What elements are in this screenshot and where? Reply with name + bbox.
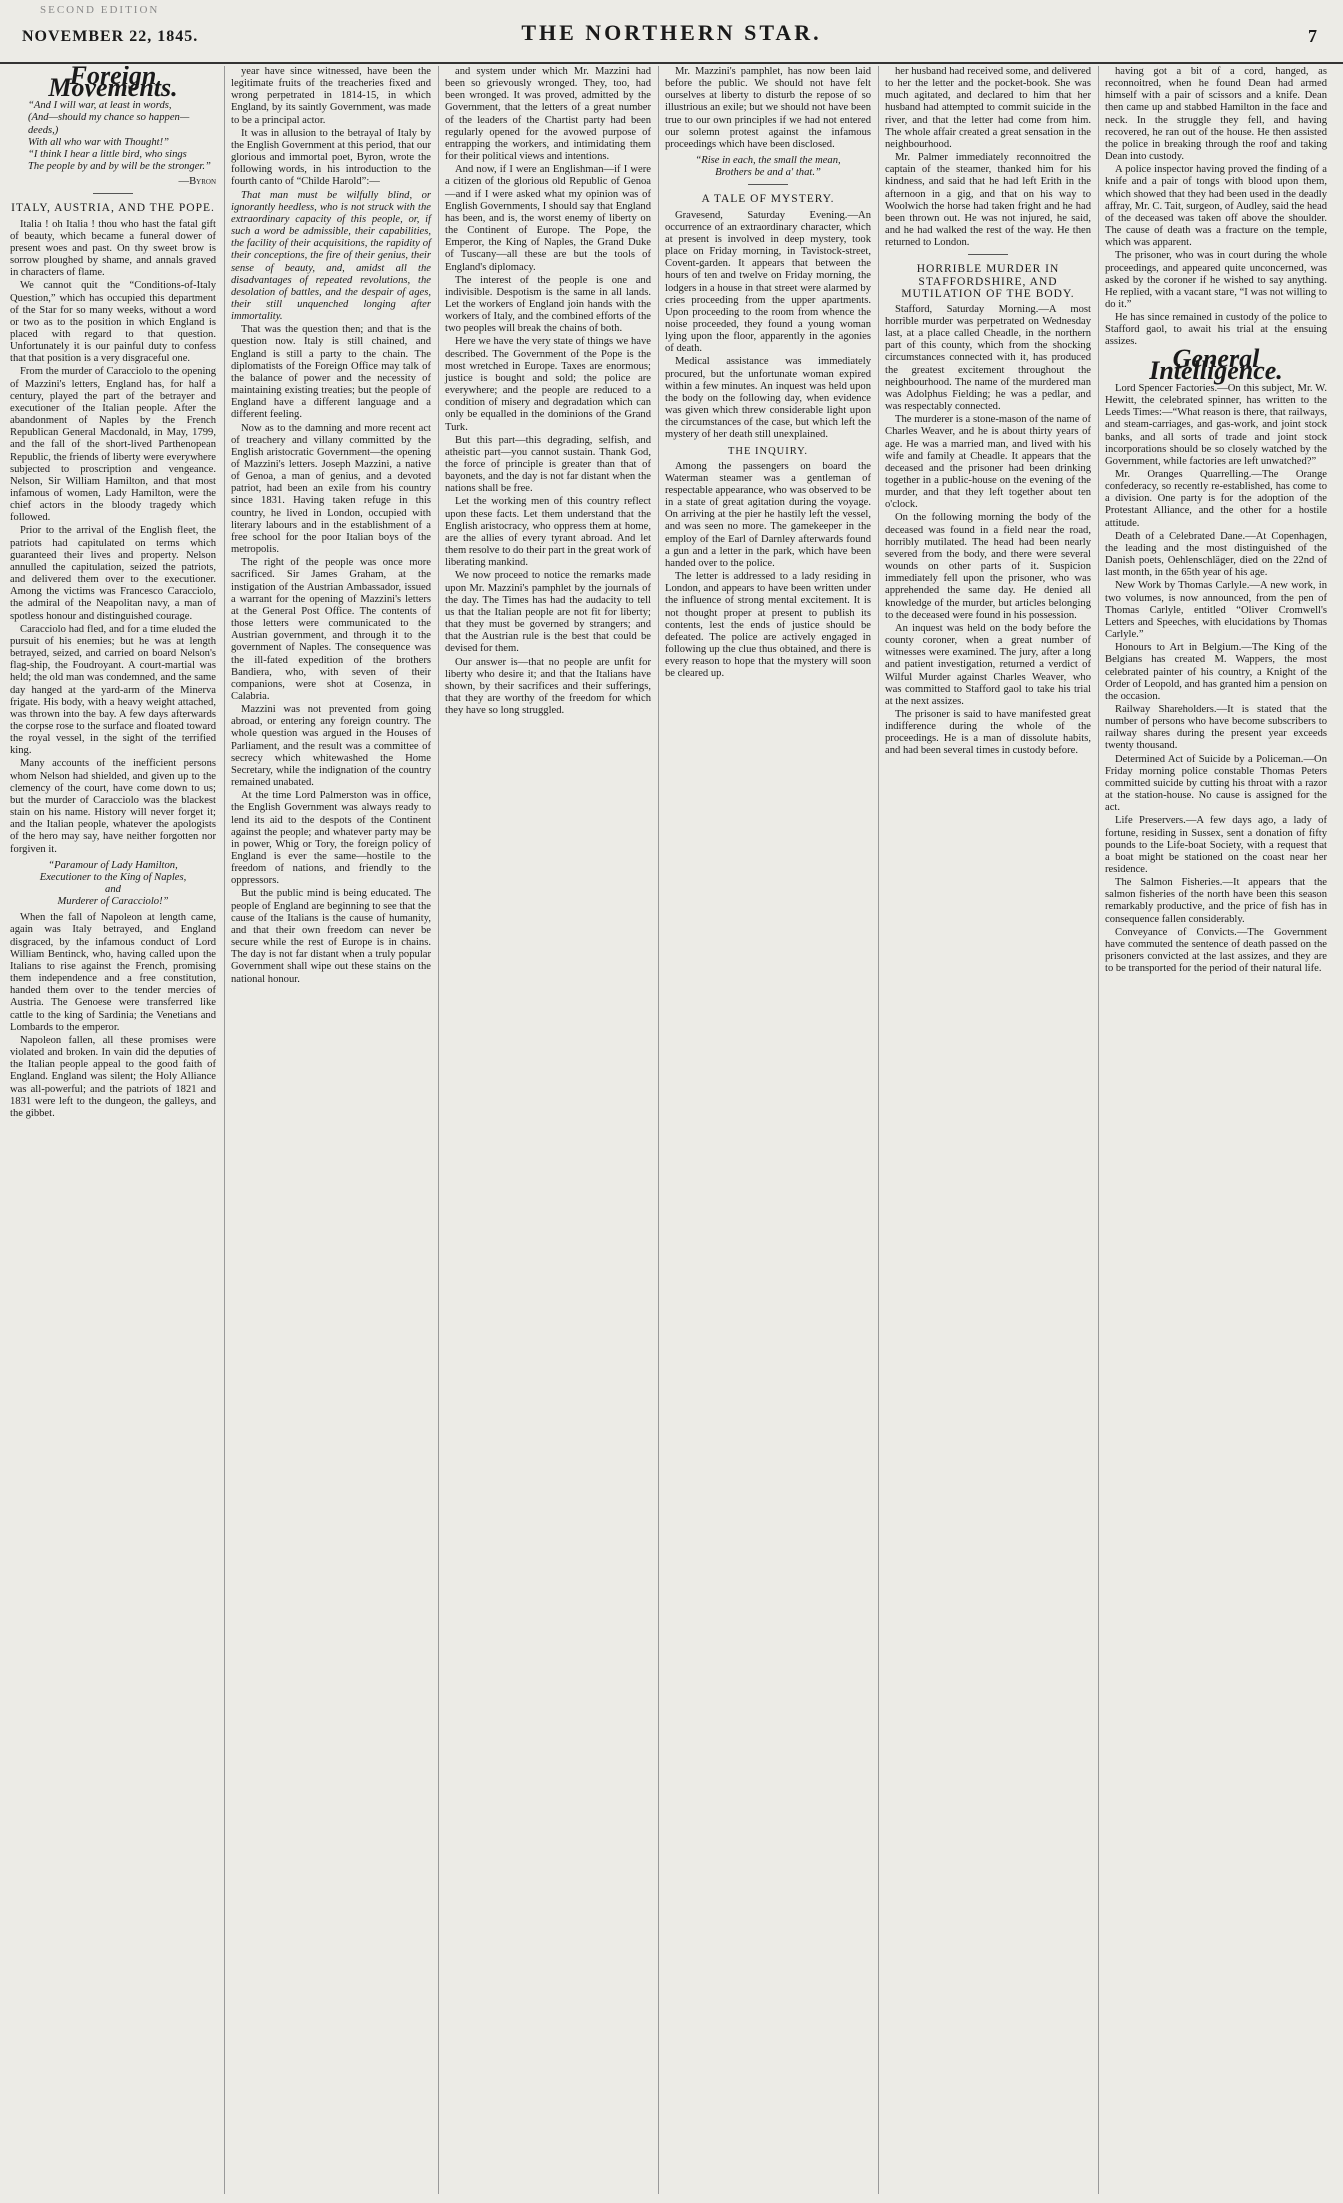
news-item: Honours to Art in Belgium.—The King of the Belgians has created M. Wappers, the most celebrated painter of his country, a Knight of the Order of Leopold, and has granted him a pension on the occasion. — [1105, 642, 1327, 702]
article-paragraph: Among the passengers on board the Waterman steamer was a gentleman of respectable appearance, who was observed to be in a state of great agitation during the voyage. On arriving at the pier he hastily left the vessel, and was seen no more. The gamekeeper in the employ of the Earl of Darnley afterwards found a gun and a letter in the park, which have been handed over to the police. — [665, 460, 871, 569]
article-paragraph: On the following morning the body of the deceased was found in a field near the road, horribly mutilated. The head had been nearly severed from the body, and there were several wounds on other parts of it. Suspicion immediately fell upon the prisoner, who was apprehended the same day. He denied all knowledge of the murder, but articles belonging to the deceased were found in his possession. — [885, 512, 1091, 621]
article-paragraph: Prior to the arrival of the English fleet, the patriots had capitulated on terms which guaranteed their lives and property. Nelson annulled the capitulation, seized the patriots, and delivered them over to the executioner. Among the victims was Francesco Caracciolo, the admiral of the Neapolitan navy, a man of spotless honour and distinguished courage. — [10, 525, 216, 622]
section-heading-general-intelligence: General Intelligence. — [1149, 343, 1283, 385]
news-item: Railway Shareholders.—It is stated that the number of persons who have become subscribers to railway shares during the present year exceeds twenty thousand. — [1105, 703, 1327, 752]
divider — [93, 193, 133, 194]
article-paragraph: Napoleon fallen, all these promises were violated and broken. In vain did the deputies of the Italian people appeal to the good faith of England. England was silent; the Holy Alliance was all-powerful; and the patriots of 1821 and 1831 were left to the dungeon, the galleys, and the gibbet. — [10, 1034, 216, 1119]
article-paragraph: having got a bit of a cord, hanged, as reconnoitred, when he found Dean had armed himself with a pair of scissors and a knife. Dean then came up and stabbed Hamilton in the face and neck. In the struggle they fell, and having recovered, he ran out of the house. He then assisted the police in breaking through the roof and taking Dean into custody. — [1105, 66, 1327, 163]
article-paragraph: Mazzini was not prevented from going abroad, or entering any foreign country. The whole question was argued in the Houses of Parliament, and the result was a committee of secrecy which whitewashed the Home Secretary, while the indignation of the country remained unabated. — [231, 704, 431, 789]
news-item: The Salmon Fisheries.—It appears that the salmon fisheries of the north have been this season remarkably productive, and the price of fish has in consequence fallen considerably. — [1105, 877, 1327, 925]
article-paragraph: We cannot quit the “Conditions-of-Italy Question,” which has occupied this department of the Star for so many weeks, without a word or two as to the position in which England is placed with regard to that question. Unfortunately it is our painful duty to confess that that position is a very disgraceful one. — [10, 280, 216, 365]
masthead — [0, 0, 1343, 64]
article-paragraph: A police inspector having proved the finding of a knife and a pair of tongs with blood upon them, which showed that they had been used in the deadly affray, Mr. C. Tait, surgeon, of Audley, said the head of the deceased was taken off above the shoulder. The cause of death was a fracture on the temple, which was apparent. — [1105, 164, 1327, 249]
article-paragraph: The interest of the people is one and indivisible. Despotism is the same in all lands. Let the workers of England join hands with the workers of Italy, and the combined efforts of the two peoples will break the chains of both. — [445, 274, 651, 335]
article-paragraph: At the time Lord Palmerston was in office, the English Government was always ready to lend its aid to the despots of the Continent against the people; and whatever party may be in power, Whig or Tory, the foreign policy of England is ever the same—hostile to the freedom of nations, and friendly to the oppressors. — [231, 790, 431, 887]
column-2 — [224, 66, 437, 2194]
article-paragraph: The prisoner is said to have manifested great indifference during the whole of the proceedings. He is a man of dissolute habits, and had been several times in custody before. — [885, 708, 1091, 757]
epigraph-attribution: —Byron — [178, 176, 216, 188]
news-item: Conveyance of Convicts.—The Government have commuted the sentence of death passed on the prisoners convicted at the last assizes, and they are to be transported for the period of their natural life. — [1105, 926, 1327, 975]
article-paragraph: Gravesend, Saturday Evening.—An occurrence of an extraordinary character, which at present is involved in deep mystery, took place on Friday morning, in Tavistock-street, Covent-garden. It appears that between the hours of ten and twelve on Friday morning, the lodgers in a house in that street were alarmed by cries proceeding from the upper apartments. Upon proceeding to the room from whence the noise proceeded, they found a young woman lying upon the floor, apparently in the agonies of death. — [665, 209, 871, 355]
article-paragraph: But the public mind is being educated. The people of England are beginning to see that the cause of the Italians is the cause of humanity, and that their own freedom can never be secure while the rest of Europe is in chains. The day is not far distant when a truly popular Government shall wipe out these stains on the national honour. — [231, 888, 431, 985]
column-6 — [1098, 66, 1327, 2194]
article-paragraph: It was in allusion to the betrayal of Italy by the English Government at this period, that our glorious and immortal poet, Byron, wrote the following words, in his introduction to the fourth canto of “Childe Harold”:— — [231, 127, 431, 188]
subheading-inquiry: THE INQUIRY. — [727, 445, 809, 457]
news-item: Death of a Celebrated Dane.—At Copenhagen, the leading and the most distinguished of the Danish poets, Oehlenschläger, died on the 22nd of last month, in the 65th year of his age. — [1105, 530, 1327, 579]
article-title-staffordshire-murder: HORRIBLE MURDER IN STAFFORDSHIRE, AND MUTILATION OF THE BODY. — [901, 263, 1075, 300]
column-1 — [10, 66, 222, 2194]
article-paragraph: Mr. Palmer immediately reconnoitred the captain of the steamer, thanked him for his kindness, and said that he had left Erith in the afternoon in a gig, and that on his way to Woolwich the horse had taken fright and he had been thrown out. He was not injured, he said, and he had walked the rest of the way. He then returned to London. — [885, 152, 1091, 249]
article-paragraph: Let the working men of this country reflect upon these facts. Let them understand that the English aristocracy, who oppress them at home, are the allies of every tyrant abroad. And let them resolve to do their part in the great work of liberating mankind. — [445, 496, 651, 569]
article-paragraph: When the fall of Napoleon at length came, again was Italy betrayed, and England disgraced, by the infamous conduct of Lord William Bentinck, who, having called upon the Italians to rise against the French, promising them independence and a free constitution, handed them over to the tender mercies of Austria. The Genoese were transferred like cattle to the king of Sardinia; the Venetians and Lombards to the emperor. — [10, 912, 216, 1033]
article-paragraph: Here we have the very state of things we have described. The Government of the Pope is the most wretched in Europe. Taxes are enormous; justice is bought and sold; the police are everywhere; and the people are reduced to a condition of misery and degradation which can only be equalled in the dominions of the Grand Turk. — [445, 336, 651, 433]
article-paragraph: That was the question then; and that is the question now. Italy is still chained, and England is still a party to the chain. The diplomatists of the Foreign Office may talk of the balance of power and the necessity of maintaining existing treaties; but the people of England have a different language and a different feeling. — [231, 324, 431, 421]
article-paragraph: Mr. Mazzini's pamphlet, has now been laid before the public. We should not have felt ourselves at liberty to disturb the repose of so illustrious an exile; but we should not have been true to our own principles if we had not entered our solemn protest against the infamous proceedings which have been disclosed. — [665, 66, 871, 150]
article-paragraph: From the murder of Caracciolo to the opening of Mazzini's letters, England has, for half a century, played the part of the betrayer and executioner of the Italian people. After the abandonment of Naples by the French Republican General Macdonald, in May, 1799, and the fall of the short-lived Parthenopean Republic, the friends of liberty were everywhere subjected to proscription and vengeance. Nelson, Sir William Hamilton, and that most infamous of women, Lady Hamilton, were the chief actors in the bloody tragedy which followed. — [10, 366, 216, 524]
masthead-faint-stamp: SECOND EDITION — [40, 4, 160, 16]
section-heading-foreign-movements: Foreign Movements. — [48, 66, 178, 103]
inscription-verse: “Paramour of Lady Hamilton, Executioner to the King of Naples, and Murderer of Caracciolo!” — [39, 859, 187, 908]
article-paragraph: and system under which Mr. Mazzini had been so grievously wronged. They, too, had been wronged. It was proved, admitted by the Government, that the letters of a great number of the leaders of the Chartist party had been regularly opened for the avowed purpose of entrapping the workers, and intimidating them for their political views and intentions. — [445, 66, 651, 163]
article-paragraph: year have since witnessed, have been the legitimate fruits of the treacheries fixed and wrong perpetrated in 1814-15, in which England, by its saintly Government, was made to be a principal actor. — [231, 66, 431, 126]
article-paragraph: Now as to the damning and more recent act of treachery and villany committed by the English aristocratic Government—the opening of Mazzini's letters. Joseph Mazzini, a native of Genoa, a man of genius, and a devoted patriot, had been an exile from his country since 1831. Having taken refuge in this country, he lived in London, occupied with literary labours and in the establishment of a free school for the poor Italian boys of the metropolis. — [231, 422, 431, 556]
article-paragraph: her husband had received some, and delivered to her the letter and the pocket-book. She was much agitated, and declared to him that her husband had attempted to commit suicide in the river, and that the letter had come from him. The whole affair created a great sensation in the neighbourhood. — [885, 66, 1091, 150]
newspaper-title: THE NORTHERN STAR. — [521, 20, 822, 45]
article-paragraph: The letter is addressed to a lady residing in London, and appears to have been written under the influence of strong mental excitement. It is not thought proper at present to publish its contents, lest the ends of justice should be defeated. The police are actively engaged in following up the clue thus obtained, and there is every reason to hope that the mystery will soon be cleared up. — [665, 571, 871, 680]
article-paragraph: The prisoner, who was in court during the whole proceedings, and appeared quite unconcerned, was asked by the coroner if he wished to say anything. He replied, with a vacant stare, “I was not willing to do it.” — [1105, 250, 1327, 310]
column-5 — [878, 66, 1097, 2194]
news-item: Determined Act of Suicide by a Policeman.—On Friday morning police constable Thomas Peters committed suicide by cutting his throat with a razor at the station-house. No cause is assigned for the act. — [1105, 753, 1327, 814]
article-paragraph: Our answer is—that no people are unfit for liberty who desire it; and that the Italians have shown, by their sacrifices and their sufferings, that they are worthy of the freedom for which they have so long struggled. — [445, 656, 651, 717]
verse-couplet: “Rise in each, the small the mean, Brothers be and a' that.” — [695, 155, 841, 179]
article-title-tale-of-mystery: A TALE OF MYSTERY. — [701, 193, 835, 206]
divider — [968, 254, 1008, 255]
epigraph-verse: “And I will war, at least in words, (And—should my chance so happen—deeds,) With all who war with Thought!” “I think I hear a little bird, who sings The people by and by will be the stronger.” — [28, 100, 211, 173]
article-paragraph: But this part—this degrading, selfish, and atheistic part—you cannot sustain. Thank God, the force of principle is greater than that of bayonets, and the day is not far distant when the nations shall be free. — [445, 434, 651, 495]
article-paragraph: He has since remained in custody of the police to Stafford gaol, to await his trial at the ensuing assizes. — [1105, 312, 1327, 348]
article-title-italy: ITALY, AUSTRIA, AND THE POPE. — [11, 202, 215, 215]
article-paragraph: We now proceed to notice the remarks made upon Mr. Mazzini's pamphlet by the journals of the day. The Times has had the audacity to tell us that the Italian people are not fit for liberty; that they must be governed by strangers; and that the Austrian rule is the best that could be devised for them. — [445, 570, 651, 655]
news-item: Mr. Oranges Quarrelling.—The Orange confederacy, so recently re-established, has come to a division. One party is for the adoption of the Protestant Alliance, and the other for a hostile attitude. — [1105, 469, 1327, 529]
news-item: New Work by Thomas Carlyle.—A new work, in two volumes, is now announced, from the pen of Thomas Carlyle, entitled “Oliver Cromwell's Letters and Speeches, with elucidations by Thomas Carlyle.” — [1105, 580, 1327, 641]
article-paragraph: Many accounts of the inefficient persons whom Nelson had shielded, and given up to the clemency of the court, have come down to us; but the murder of Caracciolo was the blackest stain on his name. History will never forget it; and the Italian people, whatever the apologists of the hero may say, have neither forgotten nor forgiven it. — [10, 758, 216, 855]
issue-date: NOVEMBER 22, 1845. — [22, 28, 199, 45]
article-paragraph: The murderer is a stone-mason of the name of Charles Weaver, and he is about thirty years of age. He was a married man, and lived with his wife and family at Cheadle. It appears that the deceased and the prisoner had been drinking together in a public-house on the evening of the murder, and that they left together about ten o'clock. — [885, 414, 1091, 511]
page-number: 7 — [1308, 26, 1317, 46]
article-paragraph: Stafford, Saturday Morning.—A most horrible murder was perpetrated on Wednesday last, at a place called Cheadle, in the northern part of this county, which from the shocking circumstances connected with it, has produced the greatest excitement throughout the neighbourhood. The name of the murdered man was Adolphus Fielding; he was a pedlar, and was respectably connected. — [885, 303, 1091, 413]
columns — [10, 66, 1333, 2194]
divider — [748, 184, 788, 185]
article-paragraph: Italia ! oh Italia ! thou who hast the fatal gift of beauty, which became a funeral dower of present woes and past. On thy sweet brow is sorrow ploughed by shame, and annals graved in characters of flame. — [10, 218, 216, 279]
article-paragraph: Medical assistance was immediately procured, but the unfortunate woman expired within a few minutes. An inquest was held upon the body on the following day, when evidence was given which threw considerable light upon the circumstances of the case, but which left the mystery of her death still unexplained. — [665, 356, 871, 441]
news-item: Life Preservers.—A few days ago, a lady of fortune, residing in Sussex, sent a donation of fifty pounds to the Life-boat Society, with a request that a boat might be stationed on the coast near her residence. — [1105, 815, 1327, 875]
news-item: Lord Spencer Factories.—On this subject, Mr. W. Hewitt, the celebrated spinner, has written to the Leeds Times:—“What reason is there, that railways, and steam-carriages, and gas-work, and joint stock banks, and all sorts of trade and joint stock incorporations should be so closely watched by the Government, while factories are left unwatched?” — [1105, 382, 1327, 467]
article-paragraph: The right of the people was once more sacrificed. Sir James Graham, at the instigation of the Austrian Ambassador, issued a warrant for the opening of Mazzini's letters at the General Post Office. The contents of those letters were communicated to the Austrian government, and through it to the government of Naples. The consequence was the ill-fated expedition of the brothers Bandiera, who, with seven of their companions, were shot at Cosenza, in Calabria. — [231, 557, 431, 702]
article-paragraph: An inquest was held on the body before the county coroner, when a great number of witnesses were examined. The jury, after a long and patient investigation, returned a verdict of Wilful Murder against Charles Weaver, who was committed to Stafford gaol to take his trial at the next assizes. — [885, 622, 1091, 707]
column-4 — [658, 66, 877, 2194]
article-paragraph: Caracciolo had fled, and for a time eluded the pursuit of his enemies; but he was at length betrayed, seized, and carried on board Nelson's flag-ship, the Foudroyant. A court-martial was held; the old man was condemned, and the same day hanged at the yard-arm of the Minerva frigate. His body, with a heavy weight attached, was thrown into the bay. A few days afterwards the corpse rose to the surface and floated toward the royal vessel, in the sight of the terrified king. — [10, 623, 216, 757]
article-paragraph: And now, if I were an Englishman—if I were a citizen of the glorious old Republic of Genoa—and if I were asked what my opinion was of English Governments, I should say that England has been, and is, the worst enemy of liberty on the Continent of Europe. The Pope, the Emperor, the King of Naples, the Grand Duke of Tuscany—all these are but the tools of England's diplomacy. — [445, 164, 651, 273]
block-quote: That man must be wilfully blind, or ignorantly heedless, who is not struck with the extraordinary capacity of this people, or, if such a word be admissible, their capabilities, the facility of their acquisitions, the rapidity of their conceptions, the fire of their genius, their sense of beauty, and, amidst all the disadvantages of repeated revolutions, the desolation of battles, and the despair of ages, their still unquenched longing after immortality. — [231, 189, 431, 323]
column-3 — [438, 66, 657, 2194]
